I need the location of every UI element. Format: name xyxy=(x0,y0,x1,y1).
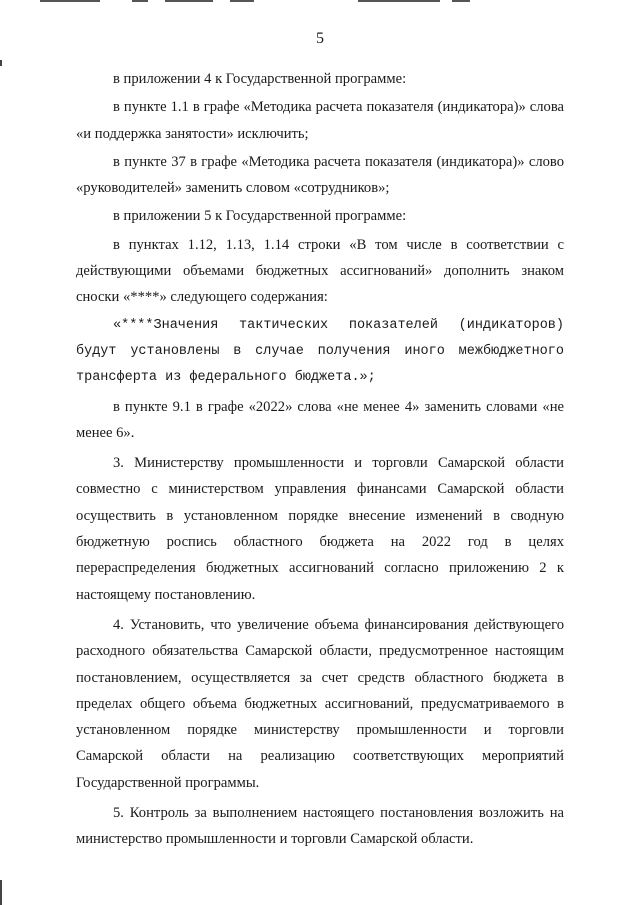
paragraph: 4. Установить, что увеличение объема финансирования действующего расходного обязательства Самарской области, предусмотренное настоящим постановлением, осуществляется за счет средств областного бюджета в пределах общего объема бюджетных ассигнований, предусматриваемого в установленном порядке министерству промышленности и торговли Самарской области на реализацию соответствующих мероприятий Государственной программы. xyxy=(76,616,564,791)
paragraph: в пунктах 1.12, 1.13, 1.14 строки «В том числе в соответствии с действующими объемами бюджетных ассигнований» дополнить знаком сноски «****» следующего содержания: xyxy=(76,236,564,306)
paragraph: в пункте 37 в графе «Методика расчета показателя (индикатора)» слово «руководителей» заменить словом «сотрудников»; xyxy=(76,153,564,197)
paragraph: в приложении 4 к Государственной программе: xyxy=(113,71,407,87)
scan-artifact-top xyxy=(132,0,148,2)
paragraph: 5. Контроль за выполнением настоящего постановления возложить на министерство промышленности и торговли Самарской области. xyxy=(76,805,564,848)
page-number: 5 xyxy=(316,30,324,47)
scan-artifact-left xyxy=(0,60,2,66)
scan-artifact-left xyxy=(0,880,2,905)
paragraph: в приложении 5 к Государственной программе: xyxy=(113,208,407,225)
document-body xyxy=(76,66,564,853)
scan-artifact-top xyxy=(452,0,470,2)
paragraph: в пункте 9.1 в графе «2022» слова «не менее 4» заменить словами «не менее 6». xyxy=(76,398,564,441)
scan-artifact-top xyxy=(358,0,440,2)
scan-artifact-top xyxy=(230,0,254,2)
paragraph: в пункте 1.1 в графе «Методика расчета показателя (индикатора)» слова «и поддержка занятости» исключить; xyxy=(76,99,564,142)
scan-artifact-top xyxy=(40,0,100,2)
footnote-quote: «****Значения тактических показателей (индикаторов) будут установлены в случае получения иного межбюджетного трансферта из федерального бюджета.»; xyxy=(76,317,564,386)
scan-artifact-top xyxy=(165,0,213,2)
paragraph: 3. Министерству промышленности и торговли Самарской области совместно с министерством управления финансами Самарской области осуществить в установленном порядке внесение изменений в сводную бюджетную роспись областного бюджета на 2022 год в целях перераспределения бюджетных ассигнований согласно приложению 2 к настоящему постановлению. xyxy=(76,455,564,603)
